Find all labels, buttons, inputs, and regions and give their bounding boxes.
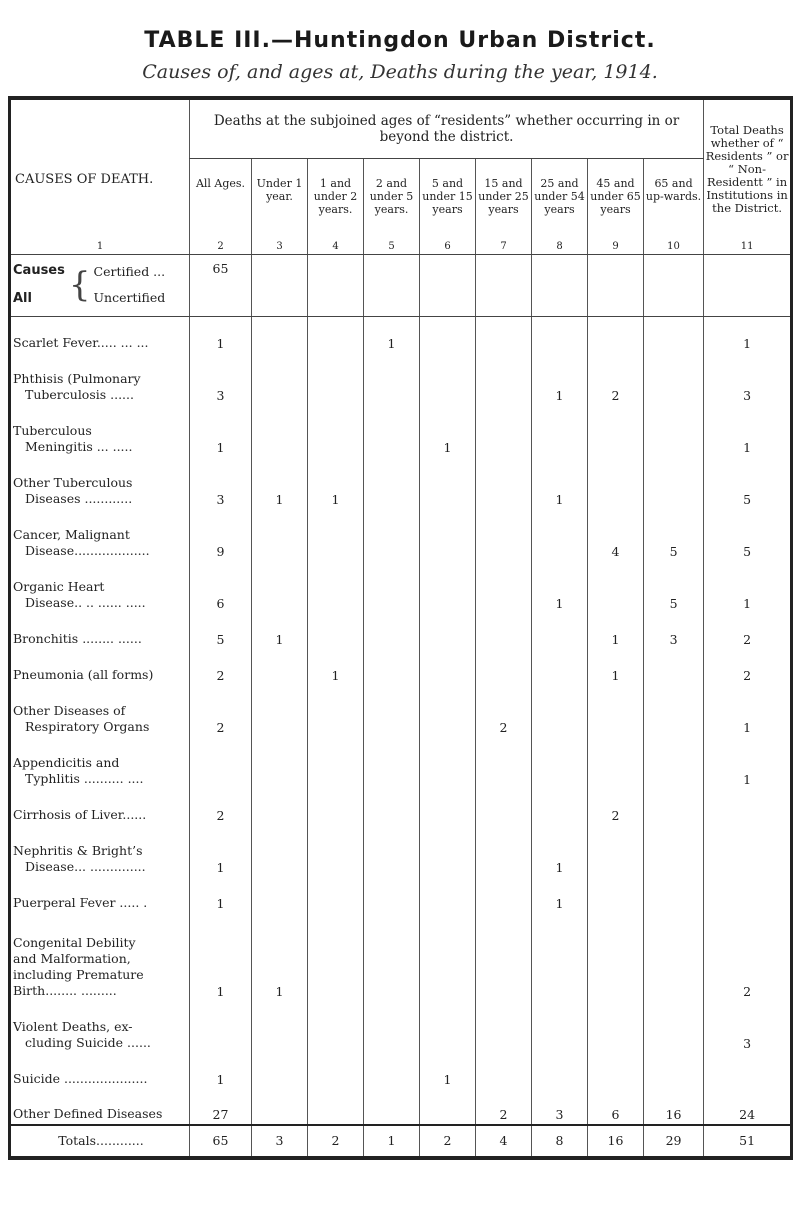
value-cell: 2 xyxy=(588,789,644,825)
value-cell: 1 xyxy=(532,353,588,405)
causes-all-row xyxy=(10,255,792,317)
value-cell xyxy=(364,561,420,613)
causes-label: Causes xyxy=(13,262,65,278)
value-cell xyxy=(252,789,308,825)
value-cell: 3 xyxy=(644,613,704,649)
value-cell xyxy=(644,1053,704,1089)
value-cell xyxy=(308,405,364,457)
value-cell xyxy=(532,613,588,649)
table-row xyxy=(10,613,792,649)
totals-label: Totals............ xyxy=(10,1125,190,1158)
value-cell xyxy=(308,509,364,561)
value-cell: 5 xyxy=(704,509,792,561)
value-cell: 2 xyxy=(190,649,252,685)
value-cell xyxy=(704,789,792,825)
cause-line: Nephritis & Bright’s xyxy=(13,842,143,858)
table-subtitle: Causes of, and ages at, Deaths during the year, 1914. xyxy=(142,61,658,83)
value-cell xyxy=(532,737,588,789)
value-cell xyxy=(532,1001,588,1053)
cause-line: and Malformation, xyxy=(13,950,131,966)
value-cell: 1 xyxy=(704,561,792,613)
value-cell: 6 xyxy=(190,561,252,613)
column-number: 3 xyxy=(252,238,308,255)
value-cell xyxy=(588,457,644,509)
value-cell xyxy=(588,317,644,353)
value-cell xyxy=(644,685,704,737)
value-cell xyxy=(364,509,420,561)
value-cell: 24 xyxy=(704,1089,792,1125)
value-cell xyxy=(644,737,704,789)
table-row xyxy=(10,1089,792,1125)
column-number: 1 xyxy=(10,238,190,255)
column-number: 4 xyxy=(308,238,364,255)
cause-line: Typhlitis .......... .... xyxy=(25,770,144,786)
total-value-cell: 2 xyxy=(308,1125,364,1158)
value-cell xyxy=(364,649,420,685)
value-cell xyxy=(476,1001,532,1053)
value-cell: 5 xyxy=(644,561,704,613)
value-cell: 3 xyxy=(532,1089,588,1125)
causes-header xyxy=(10,98,190,238)
value-cell: 1 xyxy=(190,1053,252,1089)
value-cell xyxy=(588,1053,644,1089)
value-cell: 1 xyxy=(704,685,792,737)
value-cell xyxy=(588,913,644,1001)
cause-line: Other Defined Diseases xyxy=(13,1105,163,1121)
value-cell xyxy=(308,317,364,353)
value-cell xyxy=(704,877,792,913)
value-cell xyxy=(252,649,308,685)
value-cell xyxy=(252,825,308,877)
value-cell xyxy=(420,649,476,685)
value-cell: 27 xyxy=(190,1089,252,1125)
total-value-cell: 8 xyxy=(532,1125,588,1158)
value-cell xyxy=(476,353,532,405)
total-value-cell: 29 xyxy=(644,1125,704,1158)
total-value-cell: 16 xyxy=(588,1125,644,1158)
column-number: 2 xyxy=(190,238,252,255)
value-cell xyxy=(308,877,364,913)
value-cell: 2 xyxy=(704,913,792,1001)
value-cell xyxy=(476,613,532,649)
value-cell xyxy=(308,913,364,1001)
age-column-header: All Ages. xyxy=(190,158,252,238)
total-value-cell: 3 xyxy=(252,1125,308,1158)
cause-line: Tuberculous xyxy=(13,422,92,438)
column-number: 6 xyxy=(420,238,476,255)
cause-line: Other Diseases of xyxy=(13,702,126,718)
value-cell xyxy=(644,353,704,405)
age-column-header: 5 and under 15 years xyxy=(420,158,476,238)
table-row xyxy=(10,405,792,457)
cause-label xyxy=(10,649,190,685)
cause-line: Other Tuberculous xyxy=(13,474,133,490)
cause-line: Cancer, Malignant xyxy=(13,526,130,542)
value-cell xyxy=(364,457,420,509)
column-number: 10 xyxy=(644,238,704,255)
value-cell xyxy=(532,913,588,1001)
value-cell xyxy=(420,913,476,1001)
cause-label xyxy=(10,1001,190,1053)
column-number: 11 xyxy=(704,238,792,255)
column-number: 9 xyxy=(588,238,644,255)
value-cell xyxy=(364,405,420,457)
value-cell xyxy=(644,877,704,913)
value-cell: 3 xyxy=(190,457,252,509)
certified-label: Certified ... xyxy=(93,263,166,279)
cause-line: Disease................... xyxy=(25,542,150,558)
value-cell xyxy=(308,255,364,317)
cause-label xyxy=(10,405,190,457)
value-cell xyxy=(420,1001,476,1053)
value-cell xyxy=(308,613,364,649)
value-cell: 2 xyxy=(588,353,644,405)
causes-all-label xyxy=(10,255,190,317)
cause-label xyxy=(10,1053,190,1089)
value-cell xyxy=(476,737,532,789)
value-cell: 1 xyxy=(532,825,588,877)
value-cell: 2 xyxy=(190,685,252,737)
age-column-header: 25 and under 54 years xyxy=(532,158,588,238)
total-value-cell: 1 xyxy=(364,1125,420,1158)
age-column-header: Under 1 year. xyxy=(252,158,308,238)
value-cell xyxy=(308,825,364,877)
value-cell xyxy=(364,737,420,789)
value-cell xyxy=(588,737,644,789)
cause-label xyxy=(10,317,190,353)
value-cell xyxy=(704,825,792,877)
value-cell xyxy=(252,1089,308,1125)
cause-label xyxy=(10,353,190,405)
value-cell: 3 xyxy=(704,1001,792,1053)
value-cell xyxy=(476,317,532,353)
deaths-table-container xyxy=(8,96,790,1160)
value-cell xyxy=(308,1089,364,1125)
value-cell xyxy=(420,613,476,649)
value-cell xyxy=(420,509,476,561)
cause-line: Puerperal Fever ..... . xyxy=(13,894,148,910)
cause-line: Diseases ............ xyxy=(25,490,133,506)
value-cell xyxy=(252,877,308,913)
age-column-header: 2 and under 5 years. xyxy=(364,158,420,238)
cause-line: cluding Suicide ...... xyxy=(25,1034,151,1050)
value-cell xyxy=(190,737,252,789)
value-cell: 1 xyxy=(190,317,252,353)
column-number: 8 xyxy=(532,238,588,255)
value-cell: 1 xyxy=(532,561,588,613)
value-cell xyxy=(532,649,588,685)
value-cell xyxy=(588,825,644,877)
cause-label xyxy=(10,1089,190,1125)
value-cell: 1 xyxy=(252,913,308,1001)
value-cell xyxy=(252,317,308,353)
value-cell xyxy=(476,405,532,457)
cause-line: Bronchitis ........ ...... xyxy=(13,630,142,646)
value-cell xyxy=(476,825,532,877)
cause-line: Disease... .............. xyxy=(25,858,146,874)
value-cell xyxy=(364,825,420,877)
value-cell xyxy=(644,317,704,353)
cause-line: Violent Deaths, ex- xyxy=(13,1018,133,1034)
age-group-header: Deaths at the subjoined ages of “residents” whether occurring in or beyond the district. xyxy=(190,98,704,158)
value-cell: 1 xyxy=(704,405,792,457)
total-deaths-header: Total Deaths whether of “ Residents ” or “ Non-Residentt ” in Institutions in the District. xyxy=(704,98,792,238)
table-row xyxy=(10,877,792,913)
value-cell xyxy=(476,877,532,913)
value-cell xyxy=(252,353,308,405)
value-cell xyxy=(588,255,644,317)
cause-line: Birth........ ......... xyxy=(13,982,117,998)
value-cell: 2 xyxy=(476,685,532,737)
table-row xyxy=(10,561,792,613)
value-cell: 1 xyxy=(190,825,252,877)
table-row xyxy=(10,457,792,509)
value-cell xyxy=(644,913,704,1001)
cause-label xyxy=(10,789,190,825)
total-value-cell: 4 xyxy=(476,1125,532,1158)
column-number: 7 xyxy=(476,238,532,255)
value-cell xyxy=(476,649,532,685)
value-cell xyxy=(588,405,644,457)
cause-line: Appendicitis and xyxy=(13,754,120,770)
value-cell xyxy=(420,877,476,913)
cause-label xyxy=(10,613,190,649)
value-cell: 1 xyxy=(420,1053,476,1089)
value-cell xyxy=(252,1053,308,1089)
cause-line: Cirrhosis of Liver...... xyxy=(13,806,147,822)
value-cell xyxy=(420,353,476,405)
value-cell: 1 xyxy=(532,877,588,913)
value-cell: 1 xyxy=(252,457,308,509)
value-cell xyxy=(532,509,588,561)
value-cell: 4 xyxy=(588,509,644,561)
value-cell xyxy=(252,405,308,457)
cause-label xyxy=(10,561,190,613)
value-cell xyxy=(308,737,364,789)
value-cell: 5 xyxy=(644,509,704,561)
value-cell xyxy=(364,877,420,913)
value-cell xyxy=(532,317,588,353)
value-cell xyxy=(364,353,420,405)
uncertified-label: Uncertified xyxy=(93,289,166,305)
value-cell xyxy=(308,1053,364,1089)
value-cell xyxy=(532,255,588,317)
value-cell: 1 xyxy=(190,877,252,913)
cause-line: Congenital Debility xyxy=(13,934,136,950)
cause-line: Tuberculosis ...... xyxy=(25,386,134,402)
value-cell xyxy=(364,1001,420,1053)
value-cell xyxy=(588,877,644,913)
cause-line: including Premature xyxy=(13,966,144,982)
value-cell xyxy=(644,1001,704,1053)
value-cell: 2 xyxy=(704,613,792,649)
age-column-header: 15 and under 25 years xyxy=(476,158,532,238)
value-cell: 1 xyxy=(308,457,364,509)
value-cell xyxy=(364,613,420,649)
value-cell: 1 xyxy=(190,405,252,457)
value-cell xyxy=(476,255,532,317)
value-cell xyxy=(588,1001,644,1053)
table-row xyxy=(10,317,792,353)
table-row xyxy=(10,825,792,877)
cause-label xyxy=(10,509,190,561)
value-cell: 1 xyxy=(532,457,588,509)
value-cell xyxy=(704,1053,792,1089)
value-cell xyxy=(532,405,588,457)
value-cell: 1 xyxy=(420,405,476,457)
value-cell xyxy=(704,255,792,317)
value-cell xyxy=(532,685,588,737)
table-row xyxy=(10,1001,792,1053)
value-cell: 16 xyxy=(644,1089,704,1125)
table-row xyxy=(10,353,792,405)
age-column-header: 45 and under 65 years xyxy=(588,158,644,238)
causes-header-label: CAUSES OF DEATH. xyxy=(15,171,154,187)
deaths-table xyxy=(8,96,793,1160)
value-cell xyxy=(364,1053,420,1089)
value-cell: 2 xyxy=(190,789,252,825)
value-cell xyxy=(364,685,420,737)
value-cell: 3 xyxy=(190,353,252,405)
cause-line: Scarlet Fever..... ... ... xyxy=(13,334,149,350)
totals-row xyxy=(10,1125,792,1158)
cause-line: Respiratory Organs xyxy=(25,718,150,734)
table-row xyxy=(10,1053,792,1089)
value-cell xyxy=(420,825,476,877)
value-cell xyxy=(476,789,532,825)
value-cell xyxy=(364,913,420,1001)
value-cell xyxy=(532,789,588,825)
cause-line: Meningitis ... ..... xyxy=(25,438,133,454)
value-cell xyxy=(252,1001,308,1053)
value-cell xyxy=(588,561,644,613)
value-cell xyxy=(190,1001,252,1053)
value-cell xyxy=(644,255,704,317)
value-cell xyxy=(364,255,420,317)
value-cell: 1 xyxy=(252,613,308,649)
value-cell: 9 xyxy=(190,509,252,561)
value-cell: 1 xyxy=(190,913,252,1001)
value-cell xyxy=(532,1053,588,1089)
value-cell: 5 xyxy=(190,613,252,649)
value-cell xyxy=(476,913,532,1001)
value-cell xyxy=(420,317,476,353)
cause-label xyxy=(10,913,190,1001)
value-cell: 5 xyxy=(704,457,792,509)
cause-label xyxy=(10,877,190,913)
brace-icon: { xyxy=(68,264,91,305)
value-cell xyxy=(252,561,308,613)
value-cell xyxy=(644,825,704,877)
value-cell xyxy=(252,255,308,317)
value-cell xyxy=(252,509,308,561)
cause-label xyxy=(10,825,190,877)
value-cell xyxy=(420,737,476,789)
value-cell: 1 xyxy=(704,317,792,353)
table-row xyxy=(10,509,792,561)
column-number: 5 xyxy=(364,238,420,255)
value-cell xyxy=(476,561,532,613)
cause-label xyxy=(10,457,190,509)
value-cell xyxy=(308,789,364,825)
value-cell xyxy=(420,255,476,317)
value-cell: 2 xyxy=(476,1089,532,1125)
all-label: All xyxy=(13,290,32,306)
cause-line: Pneumonia (all forms) xyxy=(13,666,154,682)
value-cell xyxy=(476,509,532,561)
age-column-header: 65 and up-wards. xyxy=(644,158,704,238)
value-cell: 1 xyxy=(308,649,364,685)
cause-label xyxy=(10,737,190,789)
cause-line: Organic Heart xyxy=(13,578,105,594)
value-cell xyxy=(476,1053,532,1089)
age-column-header: 1 and under 2 years. xyxy=(308,158,364,238)
value-cell xyxy=(420,685,476,737)
value-cell xyxy=(588,685,644,737)
value-cell xyxy=(308,561,364,613)
value-cell: 6 xyxy=(588,1089,644,1125)
value-cell: 65 xyxy=(190,255,252,317)
table-title: TABLE III.—Huntingdon Urban District. xyxy=(144,28,656,53)
table-row xyxy=(10,913,792,1001)
value-cell: 2 xyxy=(704,649,792,685)
value-cell xyxy=(420,457,476,509)
value-cell xyxy=(644,789,704,825)
value-cell xyxy=(476,457,532,509)
table-row xyxy=(10,789,792,825)
table-row xyxy=(10,737,792,789)
value-cell xyxy=(252,737,308,789)
value-cell xyxy=(364,1089,420,1125)
total-value-cell: 51 xyxy=(704,1125,792,1158)
value-cell: 1 xyxy=(704,737,792,789)
table-row xyxy=(10,685,792,737)
value-cell: 1 xyxy=(364,317,420,353)
value-cell xyxy=(308,685,364,737)
value-cell xyxy=(420,1089,476,1125)
total-value-cell: 65 xyxy=(190,1125,252,1158)
total-value-cell: 2 xyxy=(420,1125,476,1158)
value-cell xyxy=(420,561,476,613)
cause-line: Suicide ..................... xyxy=(13,1070,148,1086)
value-cell xyxy=(308,1001,364,1053)
value-cell xyxy=(644,457,704,509)
value-cell xyxy=(252,685,308,737)
value-cell xyxy=(308,353,364,405)
cause-label xyxy=(10,685,190,737)
value-cell: 1 xyxy=(588,613,644,649)
value-cell xyxy=(644,649,704,685)
cause-line: Disease.. .. ...... ..... xyxy=(25,594,146,610)
value-cell: 1 xyxy=(588,649,644,685)
value-cell xyxy=(420,789,476,825)
value-cell: 3 xyxy=(704,353,792,405)
value-cell xyxy=(644,405,704,457)
cause-line: Phthisis (Pulmonary xyxy=(13,370,141,386)
table-row xyxy=(10,649,792,685)
value-cell xyxy=(364,789,420,825)
